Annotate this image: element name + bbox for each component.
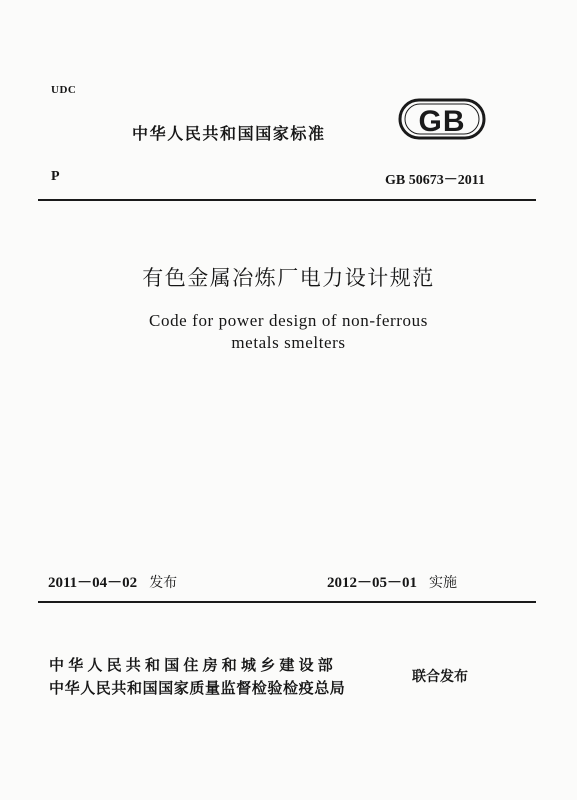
issue-date-row — [48, 571, 177, 592]
title-english-line-2: metals smelters — [231, 333, 346, 352]
implementation-label: 实施 — [429, 575, 458, 591]
publisher-aqsiq: 中华人民共和国国家质量监督检验检疫总局 — [49, 679, 346, 697]
issue-label: 发布 — [149, 575, 178, 591]
udc-label: UDC — [51, 84, 77, 96]
joint-issue-label: 联合发布 — [412, 669, 468, 685]
title-chinese: 有色金属冶炼厂电力设计规范 — [142, 266, 435, 290]
implementation-date: 2012－05－01 — [327, 575, 418, 591]
standard-number: GB 50673－2011 — [385, 173, 485, 188]
top-divider — [38, 199, 536, 201]
implementation-date-row — [327, 571, 457, 592]
gb-logo — [398, 98, 486, 140]
gb-logo-text: GB — [418, 105, 466, 138]
publisher-ministry-housing: 中华人民共和国住房和城乡建设部 — [49, 656, 338, 674]
national-standard-heading: 中华人民共和国国家标准 — [132, 124, 326, 143]
bottom-divider — [38, 601, 536, 603]
classification-code: P — [51, 169, 60, 184]
title-english-line-1: Code for power design of non-ferrous — [149, 311, 428, 330]
issue-date: 2011－04－02 — [48, 575, 138, 591]
